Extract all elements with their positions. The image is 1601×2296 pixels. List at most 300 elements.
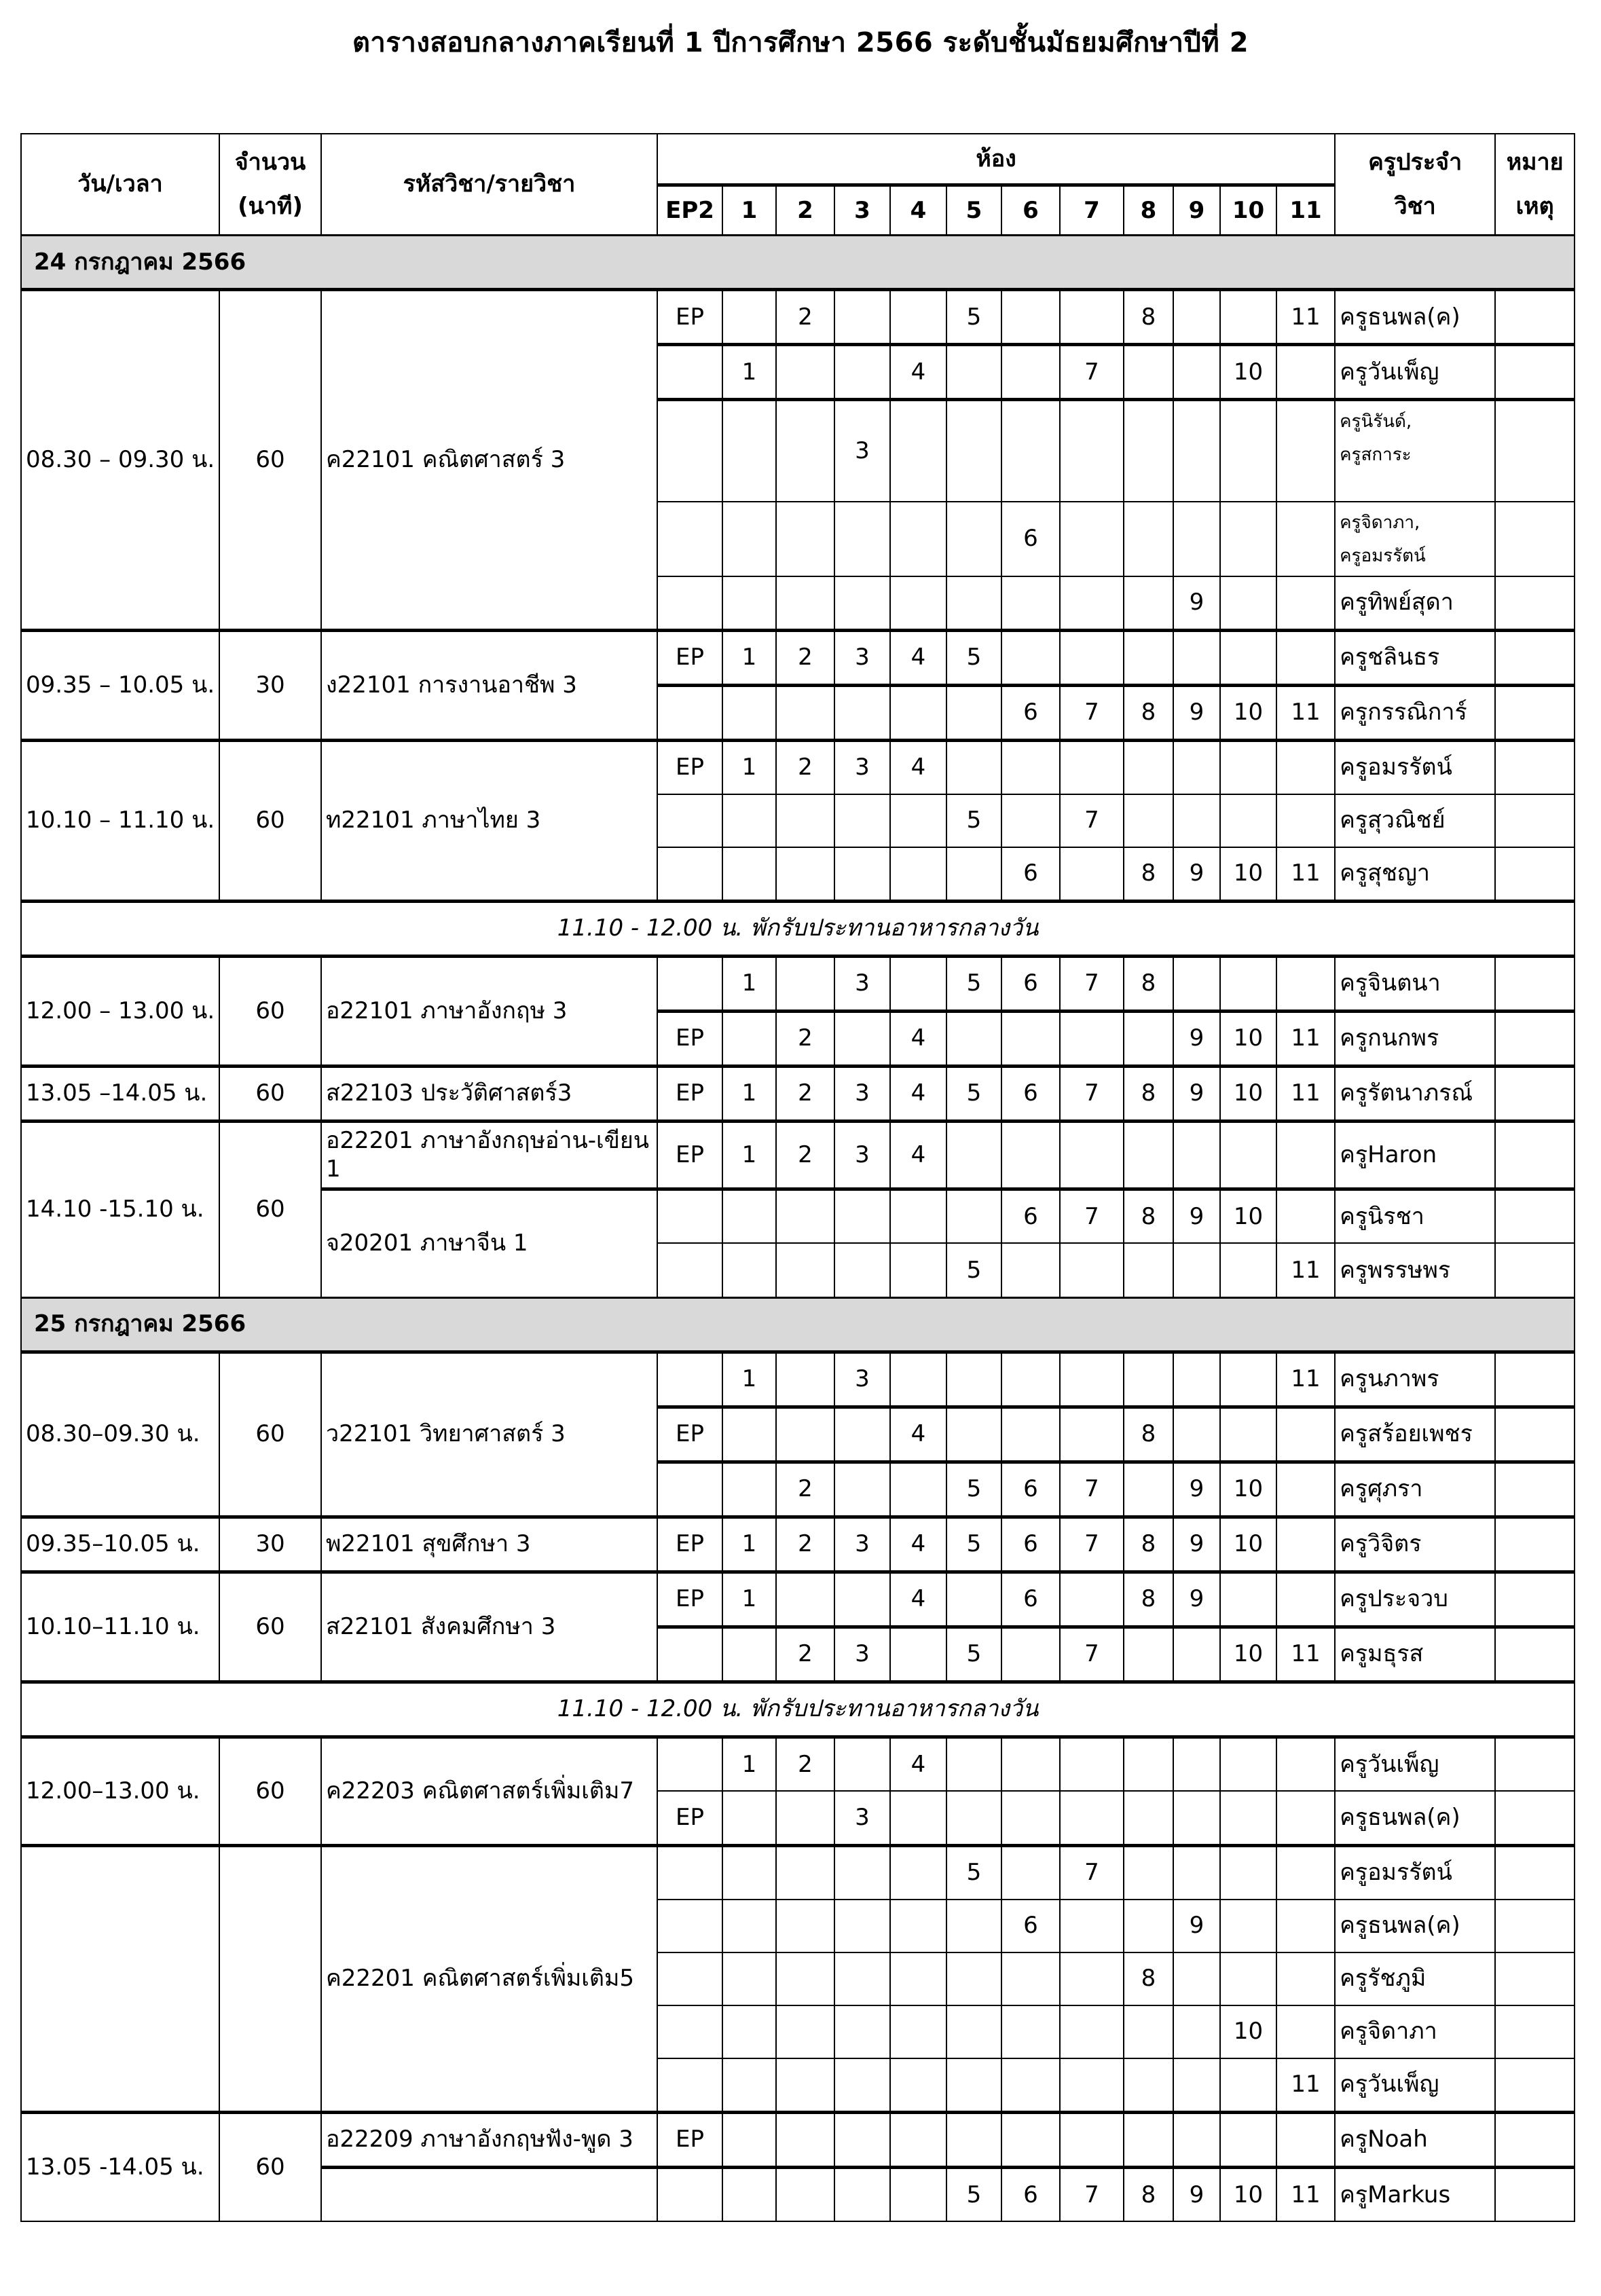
room-cell-7: 7 [1060, 2167, 1124, 2221]
teacher-name: ครูธนพล(ค) [1335, 1791, 1495, 1845]
header-room-8: 8 [1124, 185, 1173, 236]
room-cell-1 [722, 1462, 776, 1517]
room-cell-8 [1124, 1627, 1173, 1682]
lunch-break-text: 11.10 - 12.00 น. พักรับประทานอาหารกลางวัน [21, 901, 1575, 956]
room-cell-3 [834, 685, 890, 740]
room-cell-3: 3 [834, 1066, 890, 1121]
room-cell-2: 2 [776, 1011, 834, 1066]
note-cell [1495, 2058, 1575, 2113]
room-cell-7 [1060, 1900, 1124, 1952]
room-cell-1 [722, 1791, 776, 1845]
room-cell-EP2 [657, 847, 722, 902]
room-cell-4 [890, 956, 946, 1011]
room-cell-EP2 [657, 2005, 722, 2058]
room-cell-7: 7 [1060, 1462, 1124, 1517]
room-cell-11: 11 [1276, 1066, 1335, 1121]
room-cell-4 [890, 847, 946, 902]
teacher-name: ครูNoah [1335, 2112, 1495, 2167]
room-cell-10: 10 [1220, 2005, 1276, 2058]
exam-duration: 30 [219, 630, 321, 740]
room-cell-5 [946, 2112, 1001, 2167]
room-cell-7 [1060, 2112, 1124, 2167]
room-cell-1: 1 [722, 956, 776, 1011]
room-cell-9 [1173, 1845, 1220, 1900]
subject-name: ว22101 วิทยาศาสตร์ 3 [321, 1352, 657, 1517]
note-cell [1495, 290, 1575, 345]
note-cell [1495, 1952, 1575, 2005]
room-cell-2 [776, 2005, 834, 2058]
header-room-3: 3 [834, 185, 890, 236]
note-cell [1495, 1572, 1575, 1627]
room-cell-EP2 [657, 1737, 722, 1791]
room-cell-10 [1220, 1407, 1276, 1462]
exam-duration: 60 [219, 1121, 321, 1297]
teacher-name: ครูMarkus [1335, 2167, 1495, 2221]
exam-schedule-table [20, 133, 1575, 2222]
room-cell-5 [946, 502, 1001, 576]
room-cell-1: 1 [722, 345, 776, 400]
room-cell-11 [1276, 794, 1335, 847]
room-cell-10: 10 [1220, 1066, 1276, 1121]
room-cell-4 [890, 502, 946, 576]
room-cell-3 [834, 1845, 890, 1900]
room-cell-10 [1220, 2112, 1276, 2167]
room-cell-4 [890, 1627, 946, 1682]
room-cell-2 [776, 400, 834, 502]
room-cell-6 [1001, 290, 1060, 345]
room-cell-8: 8 [1124, 1572, 1173, 1627]
teacher-name: ครูประจวบ [1335, 1572, 1495, 1627]
room-cell-10: 10 [1220, 2167, 1276, 2221]
room-cell-7 [1060, 1352, 1124, 1407]
room-cell-11 [1276, 1517, 1335, 1572]
room-cell-10 [1220, 794, 1276, 847]
exam-duration: 60 [219, 1737, 321, 1845]
room-cell-9 [1173, 400, 1220, 502]
room-cell-3 [834, 1189, 890, 1243]
note-cell [1495, 740, 1575, 794]
note-cell [1495, 1462, 1575, 1517]
room-cell-5: 5 [946, 1462, 1001, 1517]
room-cell-6 [1001, 1952, 1060, 2005]
room-cell-EP2 [657, 345, 722, 400]
room-cell-8 [1124, 576, 1173, 631]
room-cell-2 [776, 685, 834, 740]
room-cell-5 [946, 576, 1001, 631]
room-cell-6: 6 [1001, 685, 1060, 740]
room-cell-3 [834, 290, 890, 345]
teacher-name: ครูกนกพร [1335, 1011, 1495, 1066]
room-cell-9 [1173, 2058, 1220, 2113]
teacher-name: ครูอมรรัตน์ [1335, 740, 1495, 794]
header-teacher-line2: วิชา [1394, 192, 1436, 220]
exam-duration: 60 [219, 1066, 321, 1121]
note-cell [1495, 400, 1575, 502]
room-cell-10: 10 [1220, 847, 1276, 902]
room-cell-10: 10 [1220, 685, 1276, 740]
note-cell [1495, 685, 1575, 740]
room-cell-10: 10 [1220, 1627, 1276, 1682]
room-cell-2 [776, 1352, 834, 1407]
room-cell-11: 11 [1276, 2167, 1335, 2221]
room-cell-2: 2 [776, 1517, 834, 1572]
header-room-2: 2 [776, 185, 834, 236]
room-cell-7 [1060, 400, 1124, 502]
room-cell-4 [890, 1352, 946, 1407]
room-cell-11 [1276, 1952, 1335, 2005]
room-cell-11 [1276, 1572, 1335, 1627]
teacher-name: ครูสุชญา [1335, 847, 1495, 902]
room-cell-7 [1060, 740, 1124, 794]
room-cell-5 [946, 2005, 1001, 2058]
room-cell-7 [1060, 1737, 1124, 1791]
subject-name: ค22101 คณิตศาสตร์ 3 [321, 290, 657, 631]
room-cell-3 [834, 1952, 890, 2005]
note-cell [1495, 1791, 1575, 1845]
room-cell-EP2: EP [657, 1572, 722, 1627]
room-cell-4: 4 [890, 345, 946, 400]
room-cell-7 [1060, 1572, 1124, 1627]
note-cell [1495, 345, 1575, 400]
room-cell-7: 7 [1060, 685, 1124, 740]
room-cell-9 [1173, 345, 1220, 400]
exam-duration: 30 [219, 1517, 321, 1572]
table-row [21, 1737, 1575, 1791]
room-cell-3: 3 [834, 956, 890, 1011]
room-cell-5 [946, 685, 1001, 740]
room-cell-EP2 [657, 400, 722, 502]
room-cell-4: 4 [890, 1572, 946, 1627]
room-cell-6 [1001, 1352, 1060, 1407]
header-room-9: 9 [1173, 185, 1220, 236]
exam-time: 12.00 – 13.00 น. [21, 956, 219, 1066]
room-cell-2: 2 [776, 1066, 834, 1121]
room-cell-2 [776, 1791, 834, 1845]
room-cell-3 [834, 1572, 890, 1627]
room-cell-8 [1124, 1737, 1173, 1791]
room-cell-5 [946, 740, 1001, 794]
table-row [21, 740, 1575, 794]
table-row [21, 1066, 1575, 1121]
room-cell-EP2 [657, 1627, 722, 1682]
room-cell-9 [1173, 956, 1220, 1011]
room-cell-4: 4 [890, 1407, 946, 1462]
subject-name: ง22101 การงานอาชีพ 3 [321, 630, 657, 740]
header-room-11: 11 [1276, 185, 1335, 236]
teacher-name: ครูสุวณิชย์ [1335, 794, 1495, 847]
room-cell-10 [1220, 502, 1276, 576]
room-cell-1: 1 [722, 1066, 776, 1121]
room-cell-4 [890, 1791, 946, 1845]
room-cell-5 [946, 1352, 1001, 1407]
room-cell-4: 4 [890, 740, 946, 794]
exam-duration: 60 [219, 290, 321, 631]
header-duration [219, 134, 321, 236]
teacher-name-part: ครูนิรันด์, [1340, 411, 1412, 432]
room-cell-10 [1220, 1243, 1276, 1297]
room-cell-8 [1124, 1121, 1173, 1189]
subject-name: ส22101 สังคมศึกษา 3 [321, 1572, 657, 1682]
room-cell-9 [1173, 1243, 1220, 1297]
teacher-name: ครูวันเพ็ญ [1335, 1737, 1495, 1791]
teacher-name: ครูอมรรัตน์ [1335, 1845, 1495, 1900]
room-cell-10 [1220, 400, 1276, 502]
room-cell-3 [834, 2167, 890, 2221]
room-cell-1 [722, 1407, 776, 1462]
room-cell-8 [1124, 502, 1173, 576]
header-date-time: วัน/เวลา [21, 134, 219, 236]
room-cell-8: 8 [1124, 1952, 1173, 2005]
room-cell-5: 5 [946, 2167, 1001, 2221]
room-cell-11 [1276, 1791, 1335, 1845]
table-row [21, 1572, 1575, 1627]
room-cell-2: 2 [776, 630, 834, 685]
room-cell-6: 6 [1001, 2167, 1060, 2221]
room-cell-11: 11 [1276, 1243, 1335, 1297]
room-cell-8 [1124, 1011, 1173, 1066]
room-cell-2 [776, 2058, 834, 2113]
room-cell-11 [1276, 1462, 1335, 1517]
room-cell-9 [1173, 630, 1220, 685]
room-cell-7: 7 [1060, 1627, 1124, 1682]
room-cell-7: 7 [1060, 1066, 1124, 1121]
room-cell-11 [1276, 956, 1335, 1011]
room-cell-6 [1001, 1243, 1060, 1297]
room-cell-3 [834, 794, 890, 847]
room-cell-5 [946, 1121, 1001, 1189]
room-cell-6: 6 [1001, 502, 1060, 576]
day-date: 25 กรกฎาคม 2566 [21, 1297, 1575, 1352]
room-cell-EP2: EP [657, 1517, 722, 1572]
note-cell [1495, 1517, 1575, 1572]
note-cell [1495, 502, 1575, 576]
room-cell-4 [890, 685, 946, 740]
exam-time: 08.30–09.30 น. [21, 1352, 219, 1517]
room-cell-9 [1173, 2005, 1220, 2058]
lunch-break-row [21, 901, 1575, 956]
room-cell-7: 7 [1060, 956, 1124, 1011]
teacher-name: ครูทิพย์สุดา [1335, 576, 1495, 631]
header-note [1495, 134, 1575, 236]
teacher-name: ครูธนพล(ค) [1335, 1900, 1495, 1952]
header-room-6: 6 [1001, 185, 1060, 236]
room-cell-7 [1060, 2005, 1124, 2058]
room-cell-2: 2 [776, 1121, 834, 1189]
room-cell-4 [890, 2112, 946, 2167]
room-cell-1 [722, 502, 776, 576]
room-cell-4 [890, 1189, 946, 1243]
room-cell-8: 8 [1124, 2167, 1173, 2221]
room-cell-3 [834, 1900, 890, 1952]
note-cell [1495, 630, 1575, 685]
room-cell-5 [946, 1572, 1001, 1627]
room-cell-3 [834, 2005, 890, 2058]
room-cell-2 [776, 576, 834, 631]
header-subject: รหัสวิชา/รายวิชา [321, 134, 657, 236]
note-cell [1495, 2005, 1575, 2058]
room-cell-4: 4 [890, 1517, 946, 1572]
room-cell-9 [1173, 1952, 1220, 2005]
room-cell-6 [1001, 1737, 1060, 1791]
room-cell-8 [1124, 630, 1173, 685]
table-row [21, 2112, 1575, 2167]
header-rooms: ห้อง [657, 134, 1335, 185]
exam-duration: 60 [219, 740, 321, 901]
room-cell-10 [1220, 1952, 1276, 2005]
room-cell-7: 7 [1060, 794, 1124, 847]
room-cell-5 [946, 1952, 1001, 2005]
room-cell-2 [776, 1572, 834, 1627]
room-cell-2 [776, 1845, 834, 1900]
room-cell-8 [1124, 2112, 1173, 2167]
room-cell-4: 4 [890, 1066, 946, 1121]
room-cell-1 [722, 685, 776, 740]
room-cell-7 [1060, 1243, 1124, 1297]
header-duration-line1: จำนวน [234, 149, 306, 176]
room-cell-8 [1124, 1352, 1173, 1407]
subject-name: ท22101 ภาษาไทย 3 [321, 740, 657, 901]
note-cell [1495, 847, 1575, 902]
room-cell-4 [890, 400, 946, 502]
note-cell [1495, 1066, 1575, 1121]
room-cell-7: 7 [1060, 1189, 1124, 1243]
room-cell-7 [1060, 847, 1124, 902]
room-cell-4: 4 [890, 1737, 946, 1791]
day-header-row [21, 236, 1575, 290]
room-cell-9 [1173, 740, 1220, 794]
room-cell-8 [1124, 2058, 1173, 2113]
room-cell-10 [1220, 630, 1276, 685]
room-cell-9 [1173, 794, 1220, 847]
room-cell-9: 9 [1173, 1900, 1220, 1952]
room-cell-4 [890, 1845, 946, 1900]
room-cell-11: 11 [1276, 1011, 1335, 1066]
room-cell-EP2 [657, 2058, 722, 2113]
table-row [21, 630, 1575, 685]
room-cell-EP2 [657, 1189, 722, 1243]
teacher-name: ครูนภาพร [1335, 1352, 1495, 1407]
table-row [21, 1352, 1575, 1407]
room-cell-3 [834, 1407, 890, 1462]
room-cell-2 [776, 345, 834, 400]
room-cell-EP2: EP [657, 1791, 722, 1845]
room-cell-EP2 [657, 1845, 722, 1900]
room-cell-11 [1276, 1900, 1335, 1952]
room-cell-5: 5 [946, 1627, 1001, 1682]
room-cell-11 [1276, 630, 1335, 685]
note-cell [1495, 1189, 1575, 1243]
room-cell-9: 9 [1173, 1189, 1220, 1243]
room-cell-8 [1124, 345, 1173, 400]
room-cell-1 [722, 1189, 776, 1243]
room-cell-7 [1060, 290, 1124, 345]
subject-name [321, 2167, 657, 2221]
room-cell-3 [834, 1011, 890, 1066]
room-cell-2 [776, 956, 834, 1011]
room-cell-3 [834, 502, 890, 576]
room-cell-10 [1220, 1121, 1276, 1189]
room-cell-4: 4 [890, 630, 946, 685]
room-cell-11 [1276, 502, 1335, 576]
room-cell-4 [890, 2058, 946, 2113]
room-cell-6: 6 [1001, 956, 1060, 1011]
teacher-name: ครูจิดาภา [1335, 2005, 1495, 2058]
room-cell-9 [1173, 1352, 1220, 1407]
room-cell-3: 3 [834, 1791, 890, 1845]
room-cell-10: 10 [1220, 1189, 1276, 1243]
room-cell-10 [1220, 1900, 1276, 1952]
room-cell-4: 4 [890, 1011, 946, 1066]
room-cell-10 [1220, 740, 1276, 794]
room-cell-EP2 [657, 576, 722, 631]
room-cell-9: 9 [1173, 1011, 1220, 1066]
room-cell-4 [890, 1952, 946, 2005]
room-cell-2: 2 [776, 1462, 834, 1517]
room-cell-8 [1124, 1462, 1173, 1517]
room-cell-10 [1220, 1791, 1276, 1845]
teacher-name: ครูกรรณิการ์ [1335, 685, 1495, 740]
room-cell-11: 11 [1276, 1627, 1335, 1682]
room-cell-6 [1001, 794, 1060, 847]
room-cell-3 [834, 1243, 890, 1297]
room-cell-6 [1001, 1845, 1060, 1900]
note-cell [1495, 1243, 1575, 1297]
room-cell-11 [1276, 2112, 1335, 2167]
room-cell-4 [890, 2005, 946, 2058]
room-cell-3: 3 [834, 1627, 890, 1682]
room-cell-6 [1001, 2005, 1060, 2058]
room-cell-10 [1220, 290, 1276, 345]
header-room-7: 7 [1060, 185, 1124, 236]
table-row [21, 1121, 1575, 1189]
room-cell-10: 10 [1220, 1011, 1276, 1066]
room-cell-11 [1276, 576, 1335, 631]
teacher-name-part: ครูอมรรัตน์ [1340, 545, 1426, 566]
room-cell-10 [1220, 2058, 1276, 2113]
room-cell-4: 4 [890, 1121, 946, 1189]
room-cell-11 [1276, 1189, 1335, 1243]
exam-time: 09.35–10.05 น. [21, 1517, 219, 1572]
note-cell [1495, 1011, 1575, 1066]
room-cell-5 [946, 1011, 1001, 1066]
room-cell-3 [834, 1462, 890, 1517]
room-cell-7 [1060, 1011, 1124, 1066]
room-cell-EP2: EP [657, 2112, 722, 2167]
teacher-name: ครูHaron [1335, 1121, 1495, 1189]
room-cell-7 [1060, 630, 1124, 685]
room-cell-9: 9 [1173, 1572, 1220, 1627]
teacher-name [1335, 502, 1495, 576]
room-cell-4 [890, 2167, 946, 2221]
room-cell-6: 6 [1001, 847, 1060, 902]
room-cell-3: 3 [834, 740, 890, 794]
room-cell-4 [890, 1243, 946, 1297]
room-cell-5: 5 [946, 1066, 1001, 1121]
room-cell-8: 8 [1124, 1066, 1173, 1121]
room-cell-7 [1060, 2058, 1124, 2113]
teacher-name: ครูวันเพ็ญ [1335, 2058, 1495, 2113]
exam-time: 14.10 -15.10 น. [21, 1121, 219, 1297]
room-cell-5 [946, 400, 1001, 502]
room-cell-10 [1220, 1737, 1276, 1791]
room-cell-9: 9 [1173, 685, 1220, 740]
exam-duration: 60 [219, 2112, 321, 2221]
note-cell [1495, 956, 1575, 1011]
room-cell-10 [1220, 1352, 1276, 1407]
room-cell-9: 9 [1173, 1517, 1220, 1572]
room-cell-8 [1124, 2005, 1173, 2058]
note-cell [1495, 1121, 1575, 1189]
